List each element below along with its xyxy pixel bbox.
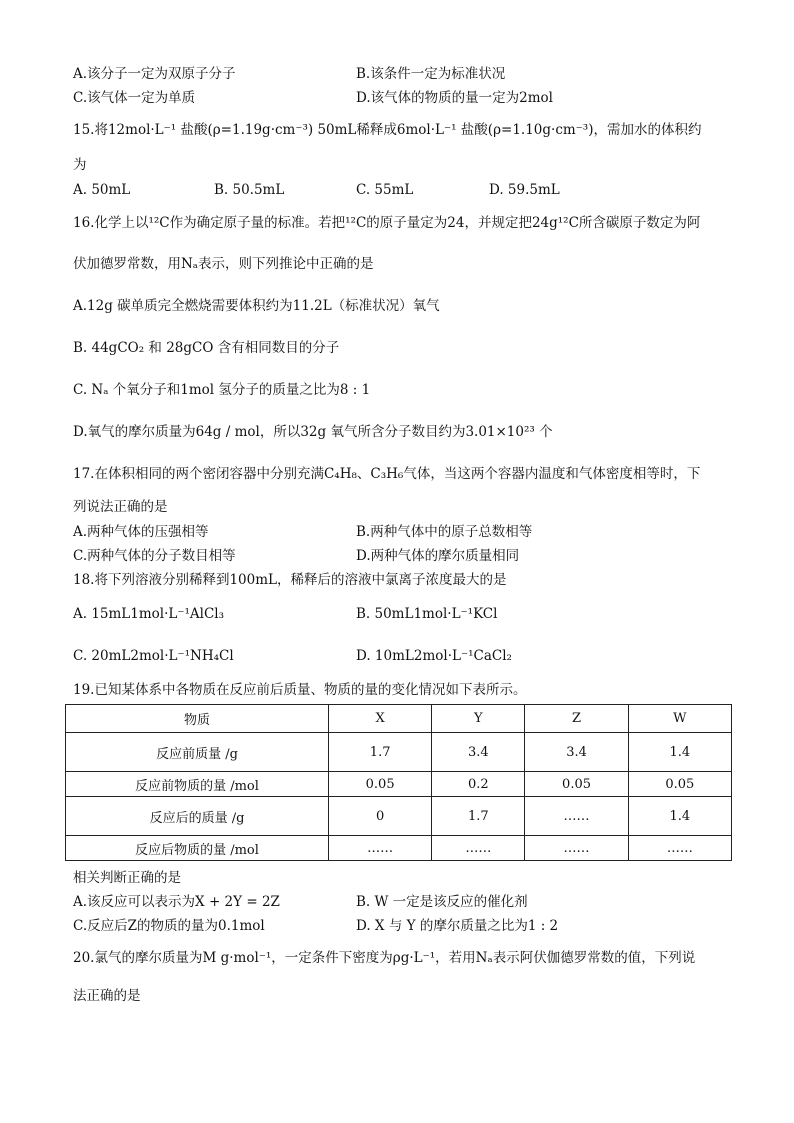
q17-stem-line2: 列说法正确的是 (73, 499, 168, 515)
table-cell: 0 (329, 797, 432, 836)
q15-option-b: B. 50.5mL (214, 182, 285, 198)
table-cell: 0.2 (432, 772, 525, 797)
q17-option-a: A.两种气体的压强相等 (73, 524, 209, 540)
q16-option-c: C. Nₐ 个氧分子和1mol 氢分子的质量之比为8 : 1 (73, 382, 371, 398)
table-header-cell: Y (432, 705, 525, 733)
table-cell: 1.4 (628, 733, 731, 772)
q18-stem: 18.将下列溶液分别稀释到100mL，稀释后的溶液中氯离子浓度最大的是 (73, 572, 507, 588)
q15-option-a: A. 50mL (73, 182, 131, 198)
q15-stem-line2: 为 (73, 157, 87, 173)
table-row (66, 836, 732, 861)
q17-stem-line1: 17.在体积相同的两个密闭容器中分别充满C₄H₈、C₃H₆气体，当这两个容器内温度和气体密度相等时，下 (73, 466, 701, 482)
table-cell: …… (432, 836, 525, 861)
q16-option-a: A.12g 碳单质完全燃烧需要体积约为11.2L（标准状况）氧气 (73, 298, 440, 314)
table-cell: 1.4 (628, 797, 731, 836)
q20-stem-line1: 20.氯气的摩尔质量为M g·mol⁻¹，一定条件下密度为ρg·L⁻¹，若用Nₐ表示阿伏伽德罗常数的值，下列说 (73, 950, 696, 966)
table-cell: 反应前质量 /g (66, 733, 329, 772)
table-cell: 反应后物质的量 /mol (66, 836, 329, 861)
table-row (66, 733, 732, 772)
table-cell: 0.05 (628, 772, 731, 797)
q14-option-c: C.该气体一定为单质 (73, 90, 196, 106)
table-header-cell: 物质 (66, 705, 329, 733)
table-cell: …… (525, 836, 628, 861)
table-cell: …… (525, 797, 628, 836)
q19-option-c: C.反应后Z的物质的量为0.1mol (73, 918, 265, 934)
table-cell: …… (628, 836, 731, 861)
table-cell: 3.4 (525, 733, 628, 772)
q16-option-b: B. 44gCO₂ 和 28gCO 含有相同数目的分子 (73, 340, 340, 356)
q16-stem-line1: 16.化学上以¹²C作为确定原子量的标准。若把¹²C的原子量定为24，并规定把24g¹²C所含碳原子数定为阿 (73, 215, 701, 231)
table-header-cell: W (628, 705, 731, 733)
q14-option-a: A.该分子一定为双原子分子 (73, 66, 236, 82)
q19-option-b: B. W 一定是该反应的催化剂 (356, 894, 528, 910)
q14-option-d: D.该气体的物质的量一定为2mol (356, 90, 553, 106)
q15-option-c: C. 55mL (356, 182, 414, 198)
q20-stem-line2: 法正确的是 (73, 988, 141, 1004)
q17-option-d: D.两种气体的摩尔质量相同 (356, 548, 520, 564)
table-cell: 1.7 (432, 797, 525, 836)
table-cell: …… (329, 836, 432, 861)
q19-data-table (65, 704, 732, 861)
table-cell: 0.05 (525, 772, 628, 797)
q18-option-b: B. 50mL1mol·L⁻¹KCl (356, 606, 498, 622)
q18-option-c: C. 20mL2mol·L⁻¹NH₄Cl (73, 648, 234, 664)
q18-option-d: D. 10mL2mol·L⁻¹CaCl₂ (356, 648, 512, 664)
table-header-row (66, 705, 732, 733)
q17-option-c: C.两种气体的分子数目相等 (73, 548, 236, 564)
q14-option-b: B.该条件一定为标准状况 (356, 66, 506, 82)
q19-option-d: D. X 与 Y 的摩尔质量之比为1 : 2 (356, 918, 559, 934)
q19-stem: 19.已知某体系中各物质在反应前后质量、物质的量的变化情况如下表所示。 (73, 682, 527, 698)
q18-option-a: A. 15mL1mol·L⁻¹AlCl₃ (73, 606, 225, 622)
table-cell: 1.7 (329, 733, 432, 772)
table-cell: 反应前物质的量 /mol (66, 772, 329, 797)
q16-stem-line2: 伏加德罗常数，用Nₐ表示，则下列推论中正确的是 (73, 256, 374, 272)
q16-option-d: D.氧气的摩尔质量为64g / mol，所以32g 氧气所含分子数目约为3.01×10²³ 个 (73, 424, 553, 440)
q15-stem-line1: 15.将12mol·L⁻¹ 盐酸(ρ=1.19g·cm⁻³) 50mL稀释成6mol·L⁻¹ 盐酸(ρ=1.10g·cm⁻³)，需加水的体积约 (73, 122, 702, 138)
table-row (66, 772, 732, 797)
table-cell: 反应后的质量 /g (66, 797, 329, 836)
table-cell: 0.05 (329, 772, 432, 797)
q15-option-d: D. 59.5mL (489, 182, 560, 198)
table-cell: 3.4 (432, 733, 525, 772)
table-row (66, 797, 732, 836)
table-header-cell: Z (525, 705, 628, 733)
q17-option-b: B.两种气体中的原子总数相等 (356, 524, 533, 540)
q19-after-text: 相关判断正确的是 (73, 870, 181, 886)
table-header-cell: X (329, 705, 432, 733)
q19-option-a: A.该反应可以表示为X + 2Y = 2Z (73, 894, 280, 910)
